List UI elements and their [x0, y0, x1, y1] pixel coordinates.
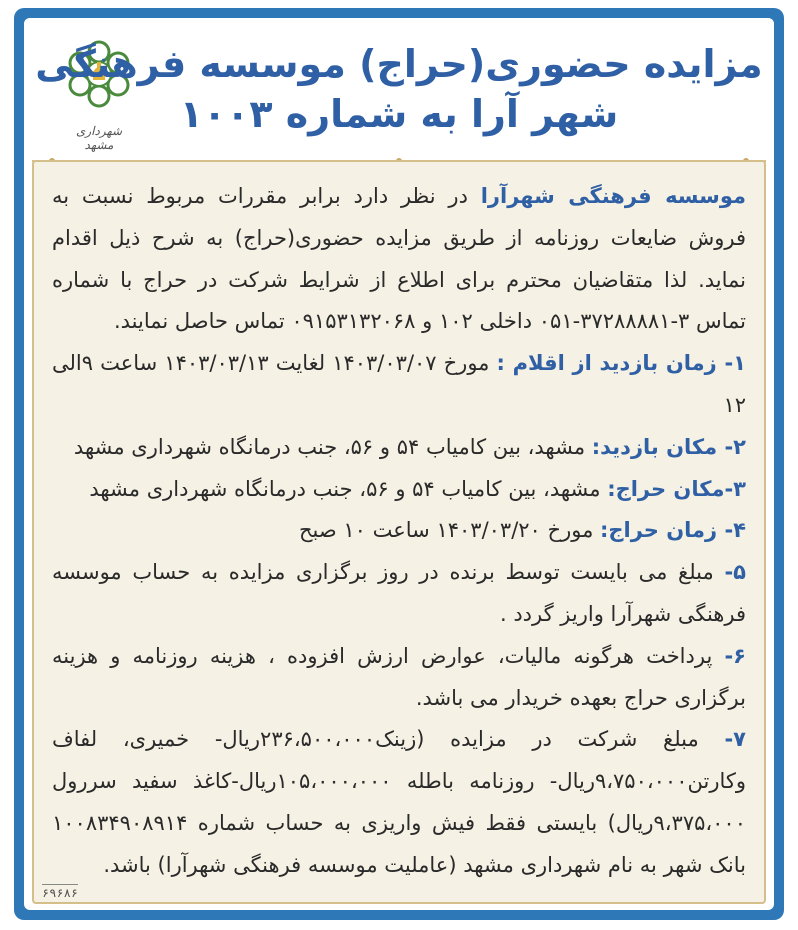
- item-label: ۴- زمان حراج:: [600, 518, 746, 543]
- list-item: [52, 469, 746, 511]
- item-text: مورخ ۱۴۰۳/۰۳/۲۰ ساعت ۱۰ صبح: [298, 518, 600, 543]
- list-item: [52, 343, 746, 427]
- item-label: ۶-: [724, 643, 746, 668]
- item-label: ۵-: [724, 560, 746, 585]
- item-text: مبلغ شرکت در مزایده (زینک۲۳۶،۵۰۰،۰۰۰ریال- خمیری، لفاف وکارتن۹،۷۵۰،۰۰۰ریال- روزنامه باطله ۱۰۵،۰۰۰،۰۰۰ریال-کاغذ سفید سررول ۹،۳۷۵،۰۰۰ریال) بایستی فقط فیش واریزی به حساب شماره ۱۰۰۸۳۴۹۰۸۹۱۴ بانک شهر به نام شهرداری مشهد (عاملیت موسسه فرهنگی شهرآرا) باشد.: [52, 727, 746, 877]
- list-item: [52, 427, 746, 469]
- item-text: مشهد، بین کامیاب ۵۴ و ۵۶، جنب درمانگاه شهرداری مشهد: [89, 476, 608, 501]
- intro-text: در نظر دارد برابر مقررات مربوط نسبت به فروش ضایعات روزنامه از طریق مزایده حضوری(حراج) به شرح ذیل اقدام نماید. لذا متقاضیان محترم برای اطلاع از شرایط شرکت در حراج با شماره تماس ۳-۳۷۲۸۸۸۸۱-۰۵۱ داخلی ۱۰۲ و ۰۹۱۵۳۱۳۲۰۶۸ تماس حاصل نمایند.: [52, 184, 746, 334]
- logo-caption: شهرداری مشهد: [75, 124, 123, 152]
- ad-inner: [24, 18, 774, 910]
- ad-body: [32, 160, 766, 904]
- ad-header: [24, 18, 774, 158]
- intro-paragraph: [52, 176, 746, 343]
- list-item: [52, 510, 746, 552]
- ad-number: ۶۹۶۸۶: [42, 886, 79, 900]
- org-name: موسسه فرهنگی شهرآرا: [480, 184, 746, 208]
- ad-text: [52, 176, 746, 887]
- item-label: ۱- زمان بازدید از اقلام :: [496, 351, 746, 376]
- item-label: ۲- مکان بازدید:: [591, 434, 746, 459]
- ad-title-line2: شهر آرا به شماره ۱۰۰۳: [179, 92, 619, 136]
- item-text: مشهد، بین کامیاب ۵۴ و ۵۶، جنب درمانگاه شهرداری مشهد: [73, 434, 592, 459]
- item-label: ۳-مکان حراج:: [607, 476, 746, 501]
- list-item: [52, 552, 746, 636]
- list-item: [52, 719, 746, 886]
- item-text: مبلغ می بایست توسط برنده در روز برگزاری مزایده به حساب موسسه فرهنگی شهرآرا واریز گردد .: [52, 560, 746, 626]
- ad-frame: [14, 8, 784, 920]
- ad-title-line1: مزایده حضوری(حراج) موسسه فرهنگی: [35, 42, 763, 86]
- item-label: ۷-: [724, 727, 746, 752]
- list-item: [52, 636, 746, 720]
- item-text: مورخ ۱۴۰۳/۰۳/۰۷ لغایت ۱۴۰۳/۰۳/۱۳ ساعت ۹الی ۱۲: [52, 351, 746, 417]
- item-text: پرداخت هرگونه مالیات، عوارض ارزش افزوده ، هزینه روزنامه و هزینه برگزاری حراج بعهده خریدار می باشد.: [52, 643, 746, 710]
